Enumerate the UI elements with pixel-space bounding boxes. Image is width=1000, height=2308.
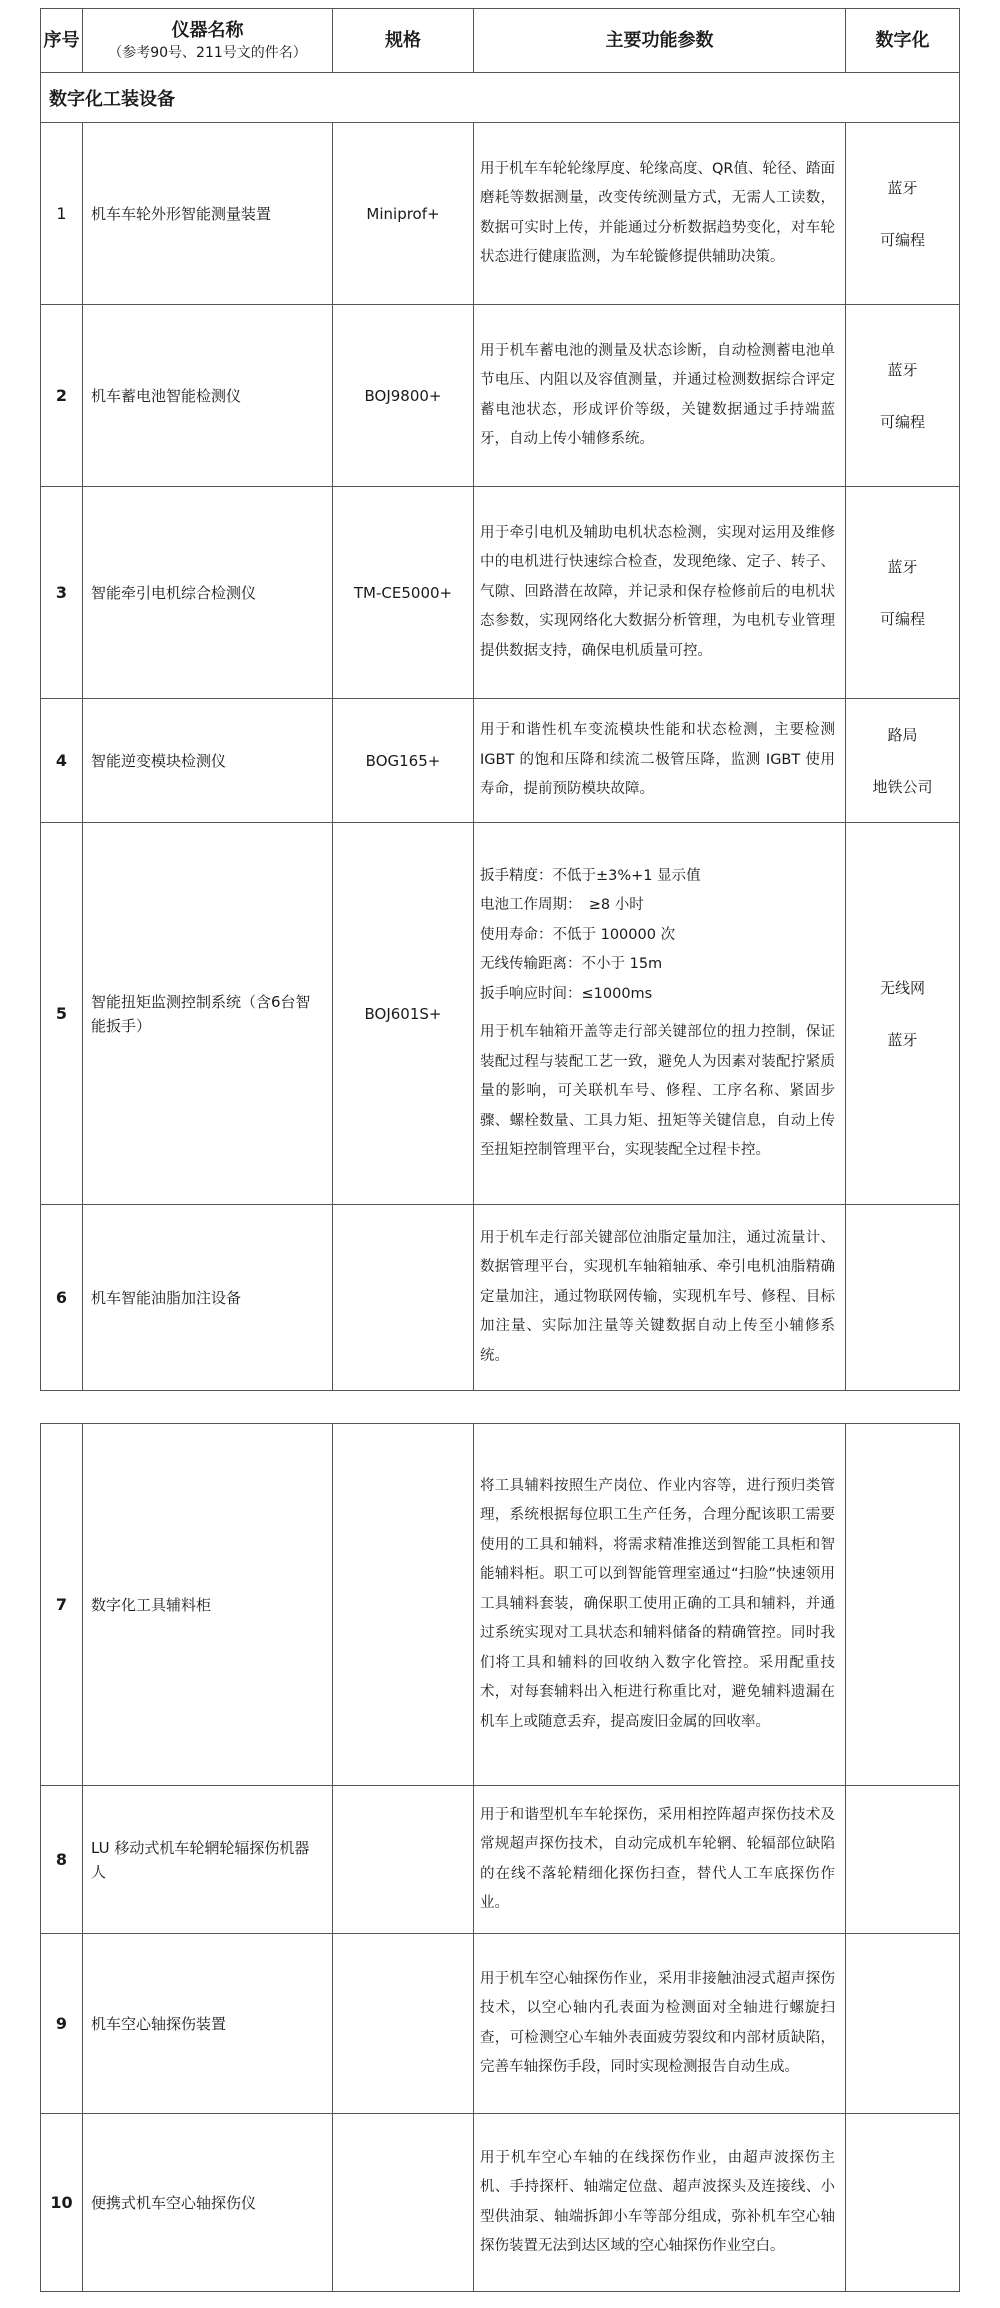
header-name-sub: （参考90号、211号文的件名） (108, 44, 307, 61)
row-digital (846, 1934, 960, 2114)
header-row (41, 9, 960, 73)
row-spec: TM-CE5000+ (333, 487, 474, 699)
row-digital (846, 123, 960, 305)
digital-tag: 蓝牙 (887, 1030, 918, 1049)
table-row (41, 823, 960, 1205)
row-digital (846, 699, 960, 823)
row-index: 5 (41, 823, 83, 1205)
header-index: 序号 (41, 9, 83, 73)
table-row (41, 699, 960, 823)
table-row (41, 1934, 960, 2114)
header-digital: 数字化 (846, 9, 960, 73)
table-row (41, 1205, 960, 1391)
row-name: 智能扭矩监测控制系统（含6台智能扳手） (83, 823, 333, 1205)
func-text: 用于机车轴箱开盖等走行部关键部位的扭力控制，保证装配过程与装配工艺一致，避免人为因素对装配拧紧质量的影响，可关联机车号、修程、工序名称、紧固步骤、螺栓数量、工具力矩、扭矩等关键信息，自动上传至扭矩控制管理平台，实现装配全过程卡控。 (480, 1024, 835, 1158)
row-func: 用于机车蓄电池的测量及状态诊断，自动检测蓄电池单节电压、内阻以及容值测量，并通过检测数据综合评定蓄电池状态，形成评价等级，关键数据通过手持端蓝牙，自动上传小辅修系统。 (474, 305, 846, 487)
row-func: 用于机车空心轴探伤作业，采用非接触油浸式超声探伤技术，以空心轴内孔表面为检测面对全轴进行螺旋扫查，可检测空心车轴外表面疲劳裂纹和内部材质缺陷，完善车轴探伤手段，同时实现检测报告自动生成。 (474, 1934, 846, 2114)
row-digital (846, 487, 960, 699)
row-index: 8 (41, 1786, 83, 1934)
param-line: 扳手精度：不低于±3%+1 显示值 (480, 867, 701, 884)
section-row (41, 73, 960, 123)
digital-tag: 蓝牙 (887, 557, 918, 576)
param-line: 电池工作周期： ≥8 小时 (480, 897, 644, 913)
row-func: 用于机车走行部关键部位油脂定量加注，通过流量计、数据管理平台，实现机车轴箱轴承、牵引电机油脂精确定量加注，通过物联网传输，实现机车号、修程、目标加注量、实际加注量等关键数据自动上传至小辅修系统。 (474, 1205, 846, 1391)
row-spec (333, 1205, 474, 1391)
row-digital (846, 1786, 960, 1934)
row-spec: Miniprof+ (333, 123, 474, 305)
row-digital (846, 823, 960, 1205)
row-index: 4 (41, 699, 83, 823)
row-name: 机车空心轴探伤装置 (83, 1934, 333, 2114)
row-index: 7 (41, 1424, 83, 1786)
equipment-table-part2 (40, 1423, 960, 2292)
row-index: 3 (41, 487, 83, 699)
param-line: 扳手响应时间：≤1000ms (480, 985, 653, 1002)
row-func: 用于机车空心车轴的在线探伤作业，由超声波探伤主机、手持探杆、轴端定位盘、超声波探头及连接线、小型供油泵、轴端拆卸小车等部分组成，弥补机车空心轴探伤装置无法到达区域的空心轴探伤作业空白。 (474, 2114, 846, 2292)
table-row (41, 305, 960, 487)
row-index: 6 (41, 1205, 83, 1391)
row-index: 10 (41, 2114, 83, 2292)
row-name: LU 移动式机车轮辋轮辐探伤机器人 (83, 1786, 333, 1934)
digital-tag: 可编程 (879, 412, 925, 431)
table-row (41, 123, 960, 305)
table-row (41, 487, 960, 699)
row-name: 智能逆变模块检测仪 (83, 699, 333, 823)
row-func: 用于机车车轮轮缘厚度、轮缘高度、QR值、轮径、踏面磨耗等数据测量，改变传统测量方式，无需人工读数，数据可实时上传，并能通过分析数据趋势变化，对车轮状态进行健康监测，为车轮镟修提供辅助决策。 (474, 123, 846, 305)
row-spec (333, 1424, 474, 1786)
table-row (41, 1786, 960, 1934)
row-digital (846, 305, 960, 487)
row-index: 9 (41, 1934, 83, 2114)
row-name: 智能牵引电机综合检测仪 (83, 487, 333, 699)
row-func: 用于牵引电机及辅助电机状态检测，实现对运用及维修中的电机进行快速综合检查，发现绝缘、定子、转子、气隙、回路潜在故障，并记录和保存检修前后的电机状态参数，实现网络化大数据分析管理，为电机专业管理提供数据支持，确保电机质量可控。 (474, 487, 846, 699)
row-name: 数字化工具辅料柜 (83, 1424, 333, 1786)
digital-tag: 无线网 (879, 978, 925, 997)
row-name: 机车智能油脂加注设备 (83, 1205, 333, 1391)
digital-tag: 可编程 (879, 230, 925, 249)
row-spec: BOG165+ (333, 699, 474, 823)
row-spec (333, 1786, 474, 1934)
digital-tag: 地铁公司 (872, 777, 933, 796)
row-spec: BOJ601S+ (333, 823, 474, 1205)
row-name: 机车蓄电池智能检测仪 (83, 305, 333, 487)
row-name: 机车车轮外形智能测量装置 (83, 123, 333, 305)
row-func (474, 823, 846, 1205)
header-func: 主要功能参数 (474, 9, 846, 73)
table-row (41, 1424, 960, 1786)
digital-tag: 蓝牙 (887, 360, 918, 379)
row-name: 便携式机车空心轴探伤仪 (83, 2114, 333, 2292)
row-index: 2 (41, 305, 83, 487)
row-func: 用于和谐型机车车轮探伤，采用相控阵超声探伤技术及常规超声探伤技术，自动完成机车轮辋、轮辐部位缺陷的在线不落轮精细化探伤扫查，替代人工车底探伤作业。 (474, 1786, 846, 1934)
header-name (83, 9, 333, 73)
row-func: 将工具辅料按照生产岗位、作业内容等，进行预归类管理，系统根据每位职工生产任务，合理分配该职工需要使用的工具和辅料，将需求精准推送到智能工具柜和智能辅料柜。职工可以到智能管理室通过“扫脸”快速领用工具辅料套装，确保职工使用正确的工具和辅料，并通过系统实现对工具状态和辅料储备的精确管控。同时我们将工具和辅料的回收纳入数字化管控。采用配重技术，对每套辅料出入柜进行称重比对，避免辅料遗漏在机车上或随意丢弃，提高废旧金属的回收率。 (474, 1424, 846, 1786)
row-index: 1 (41, 123, 83, 305)
row-func: 用于和谐性机车变流模块性能和状态检测，主要检测 IGBT 的饱和压降和续流二极管压降，监测 IGBT 使用寿命，提前预防模块故障。 (474, 699, 846, 823)
param-line: 使用寿命：不低于 100000 次 (480, 926, 676, 943)
section-title: 数字化工装设备 (41, 73, 960, 123)
equipment-table-part1 (40, 8, 960, 1391)
digital-tag: 路局 (887, 725, 918, 744)
row-spec (333, 1934, 474, 2114)
row-spec (333, 2114, 474, 2292)
row-spec: BOJ9800+ (333, 305, 474, 487)
row-digital (846, 1424, 960, 1786)
header-spec: 规格 (333, 9, 474, 73)
row-digital (846, 1205, 960, 1391)
digital-tag: 可编程 (879, 609, 925, 628)
param-line: 无线传输距离：不小于 15m (480, 956, 663, 972)
row-digital (846, 2114, 960, 2292)
digital-tag: 蓝牙 (887, 178, 918, 197)
table-row (41, 2114, 960, 2292)
header-name-label: 仪器名称 (171, 19, 244, 41)
